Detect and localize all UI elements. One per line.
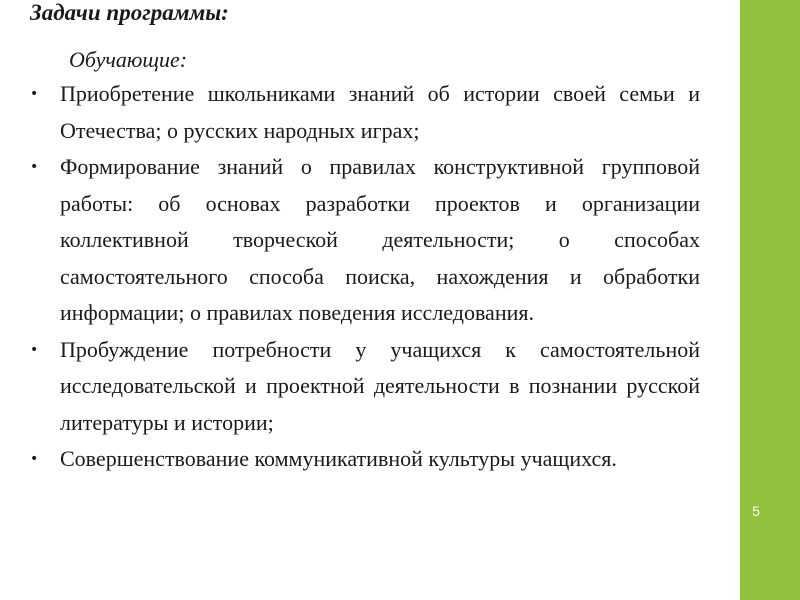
list-item-text: Приобретение школьниками знаний об истории своей семьи и Отечества; о русских народных играх; [60,81,700,143]
list-item-text: Совершенствование коммуникативной культуры учащихся. [60,446,617,471]
list-item [30,76,700,149]
bullet-icon: • [30,159,39,175]
accent-sidebar [740,0,800,600]
bullet-icon: • [30,341,39,358]
list-item [30,441,700,478]
bullet-icon: • [30,86,39,102]
bullet-icon: • [30,451,39,467]
slide-title: Задачи программы: [30,0,229,25]
list-item-text: Пробуждение потребности у учащихся к самостоятельной исследовательской и проектной деятельности в познании русской литературы и истории; [60,336,700,435]
section-subtitle: Обучающие: [69,47,188,72]
list-item [30,332,700,442]
list-item-text: Формирование знаний о правилах конструктивной групповой работы: об основах разработки проектов и организации коллективной творческой деятельности; о способах самостоятельного способа поиска, нахождения и обработки информации; о правилах поведения исследования. [60,154,700,325]
page-number: 5 [752,503,760,519]
list-item [30,149,700,332]
task-list [30,76,700,478]
